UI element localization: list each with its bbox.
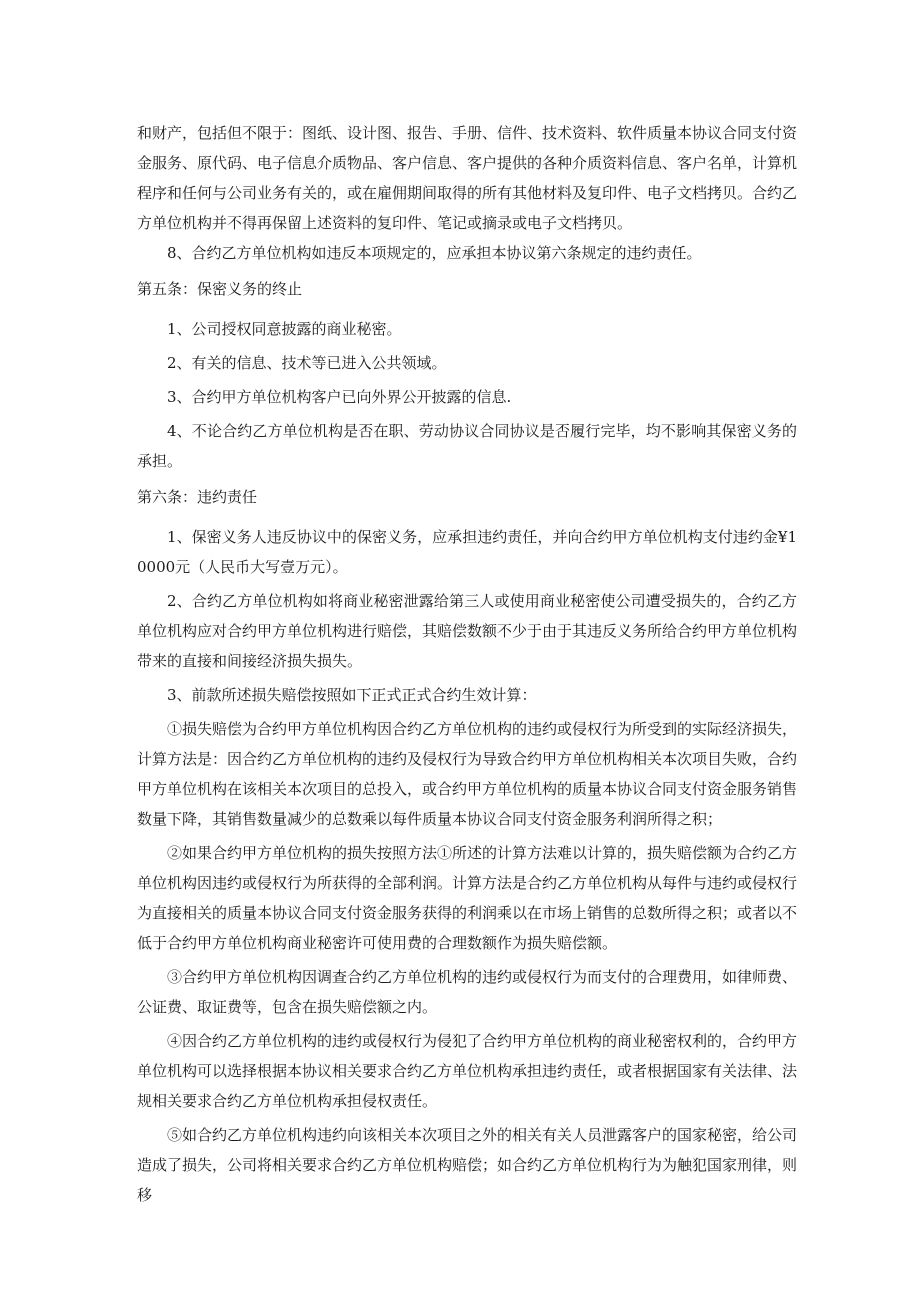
paragraph-item-8: 8、合约乙方单位机构如违反本项规定的，应承担本协议第六条规定的违约责任。 xyxy=(167,244,702,262)
article-6-item-1: 1、保密义务人违反协议中的保密义务，应承担违约责任，并向合约甲方单位机构支付违约金¥10000元（人民币大写壹万元）。 xyxy=(137,528,797,576)
article-5-item-2: 2、有关的信息、技术等已进入公共领域。 xyxy=(167,354,447,372)
paragraph-continuation: 和财产，包括但不限于：图纸、设计图、报告、手册、信件、技术资料、软件质量本协议合同支付资金服务、原代码、电子信息介质物品、客户信息、客户提供的各种介质资料信息、客户名单，计算机程序和任何与公司业务有关的，或在雇佣期间取得的所有其他材料及复印件、电子文档拷贝。合约乙方单位机构并不得再保留上述资料的复印件、笔记或摘录或电子文档拷贝。 xyxy=(137,124,798,232)
article-6-subitem-3: ③合约甲方单位机构因调查合约乙方单位机构的违约或侵权行为而支付的合理费用，如律师费、公证费、取证费等，包含在损失赔偿额之内。 xyxy=(137,968,798,1016)
article-6-subitem-5: ⑤如合约乙方单位机构违约向该相关本次项目之外的相关有关人员泄露客户的国家秘密，给公司造成了损失，公司将相关要求合约乙方单位机构赔偿；如合约乙方单位机构行为为触犯国家刑律，则移 xyxy=(137,1126,798,1204)
article-6-item-3: 3、前款所述损失赔偿按照如下正式正式合约生效计算： xyxy=(167,686,537,704)
document-page xyxy=(137,118,797,1210)
article-5-item-4: 4、不论合约乙方单位机构是否在职、劳动协议合同协议是否履行完毕，均不影响其保密义务的承担。 xyxy=(137,422,797,470)
article-6-subitem-4: ④因合约乙方单位机构的违约或侵权行为侵犯了合约甲方单位机构的商业秘密权利的，合约甲方单位机构可以选择根据本协议相关要求合约乙方单位机构承担违约责任，或者根据国家有关法律、法规相关要求合约乙方单位机构承担侵权责任。 xyxy=(137,1032,798,1110)
article-6-subitem-2: ②如果合约甲方单位机构的损失按照方法①所述的计算方法难以计算的，损失赔偿额为合约乙方单位机构因违约或侵权行为所获得的全部利润。计算方法是合约乙方单位机构从每件与违约或侵权行为直接相关的质量本协议合同支付资金服务获得的利润乘以在市场上销售的总数所得之积；或者以不低于合约甲方单位机构商业秘密许可使用费的合理数额作为损失赔偿额。 xyxy=(137,844,798,952)
article-5-item-3: 3、合约甲方单位机构客户已向外界公开披露的信息. xyxy=(167,388,512,406)
article-5-heading: 第五条：保密义务的终止 xyxy=(137,280,303,298)
article-6-subitem-1: ①损失赔偿为合约甲方单位机构因合约乙方单位机构的违约或侵权行为所受到的实际经济损失，计算方法是：因合约乙方单位机构的违约及侵权行为导致合约甲方单位机构相关本次项目失败，合约甲方单位机构在该相关本次项目的总投入，或合约甲方单位机构的质量本协议合同支付资金服务销售数量下降，其销售数量减少的总数乘以每件质量本协议合同支付资金服务利润所得之积； xyxy=(137,720,798,828)
article-6-item-2: 2、合约乙方单位机构如将商业秘密泄露给第三人或使用商业秘密使公司遭受损失的，合约乙方单位机构应对合约甲方单位机构进行赔偿，其赔偿数额不少于由于其违反义务所给合约甲方单位机构带来的直接和间接经济损失损失。 xyxy=(137,592,798,670)
article-5-item-1: 1、公司授权同意披露的商业秘密。 xyxy=(167,320,402,338)
article-6-heading: 第六条：违约责任 xyxy=(137,488,258,506)
